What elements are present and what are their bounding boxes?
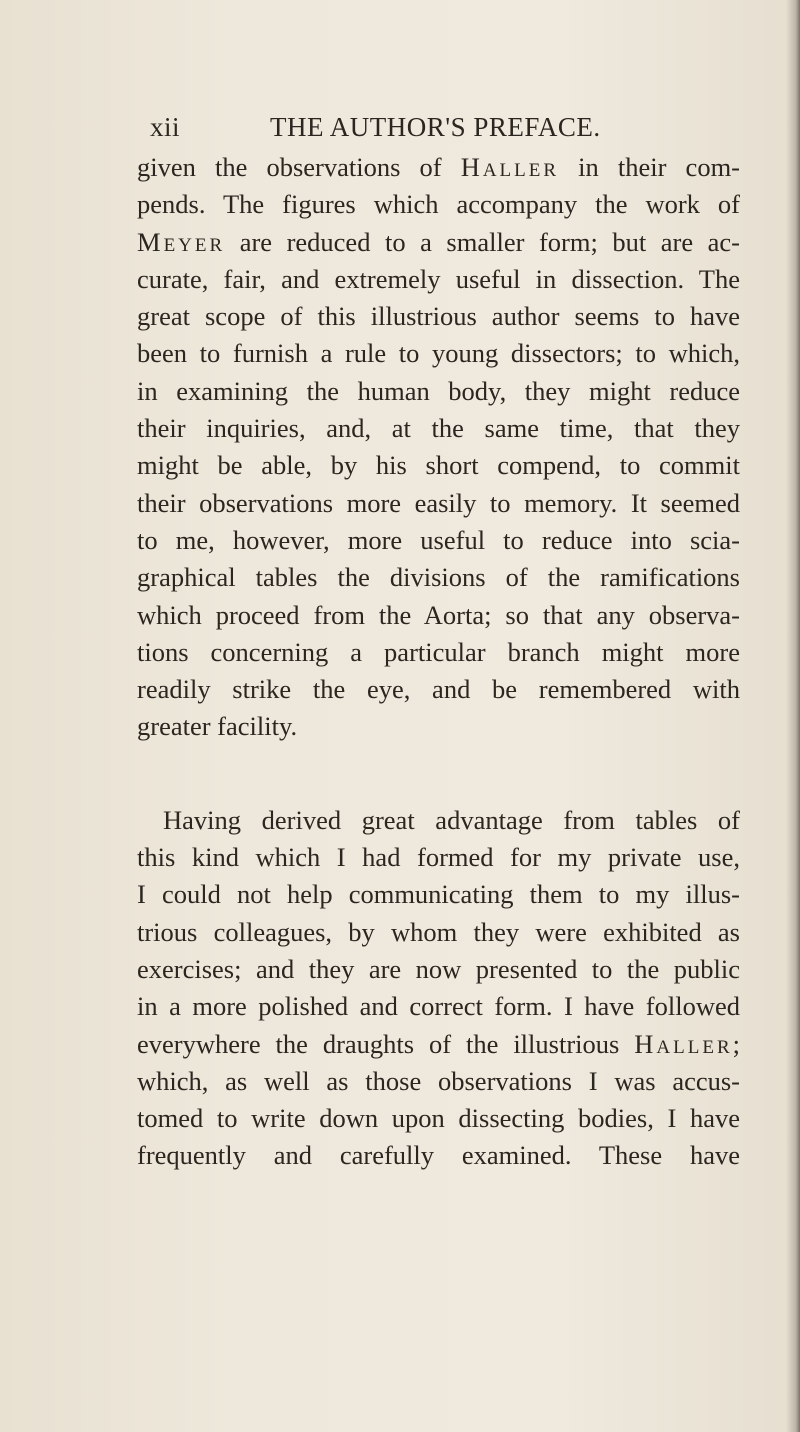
text-line: their inquiries, and, at the same time, that they <box>137 413 740 444</box>
author-name: Haller <box>460 152 560 182</box>
page-edge-shadow <box>786 0 800 1432</box>
text-line: frequently and carefully examined. These have <box>137 1140 740 1171</box>
text-line: everywhere the draughts of the illustrious Haller; <box>137 1028 740 1059</box>
text-line: curate, fair, and extremely useful in dissection. The <box>137 263 740 294</box>
author-name: Meyer <box>137 226 226 257</box>
text-line: pends. The figures which accompany the work of <box>137 189 740 220</box>
text-line: graphical tables the divisions of the ramifications <box>137 562 740 593</box>
text-line: might be able, by his short compend, to commit <box>137 450 740 481</box>
text-line: great scope of this illustrious author seems to have <box>137 301 740 332</box>
text-line: this kind which I had formed for my private use, <box>137 842 740 873</box>
text-line: to me, however, more useful to reduce into scia- <box>137 524 740 555</box>
text-line: tions concerning a particular branch might more <box>137 636 740 667</box>
text-line: exercises; and they are now presented to the public <box>137 953 740 984</box>
running-head <box>150 112 710 148</box>
text-line: in examining the human body, they might reduce <box>137 375 740 406</box>
text-line: their observations more easily to memory. It seemed <box>137 487 740 518</box>
text-line: given the observations of Haller in their com- <box>137 152 741 182</box>
paragraph-2 <box>137 802 740 1175</box>
text-line: been to furnish a rule to young dissectors; to which, <box>137 338 740 369</box>
text-line: I could not help communicating them to my illus- <box>137 879 740 910</box>
text-line: tomed to write down upon dissecting bodies, I have <box>137 1103 740 1134</box>
text-line: which proceed from the Aorta; so that any observa- <box>137 599 740 630</box>
text-line: Having derived great advantage from tables of <box>163 804 740 835</box>
page-number: xii <box>150 112 181 142</box>
text-line: which, as well as those observations I was accus- <box>137 1065 740 1096</box>
text-line: in a more polished and correct form. I have followed <box>137 991 740 1022</box>
body-text <box>137 149 740 1175</box>
text-line: readily strike the eye, and be remembered with <box>137 674 740 705</box>
text-line: trious colleagues, by whom they were exhibited as <box>137 916 740 947</box>
text-line: greater facility. <box>137 711 298 742</box>
author-name: Haller <box>634 1028 733 1059</box>
paragraph-1 <box>137 149 740 746</box>
paragraph-gap <box>137 746 740 802</box>
page-title: THE AUTHOR'S PREFACE. <box>270 112 601 142</box>
text-line: Meyer are reduced to a smaller form; but are ac- <box>137 226 740 257</box>
